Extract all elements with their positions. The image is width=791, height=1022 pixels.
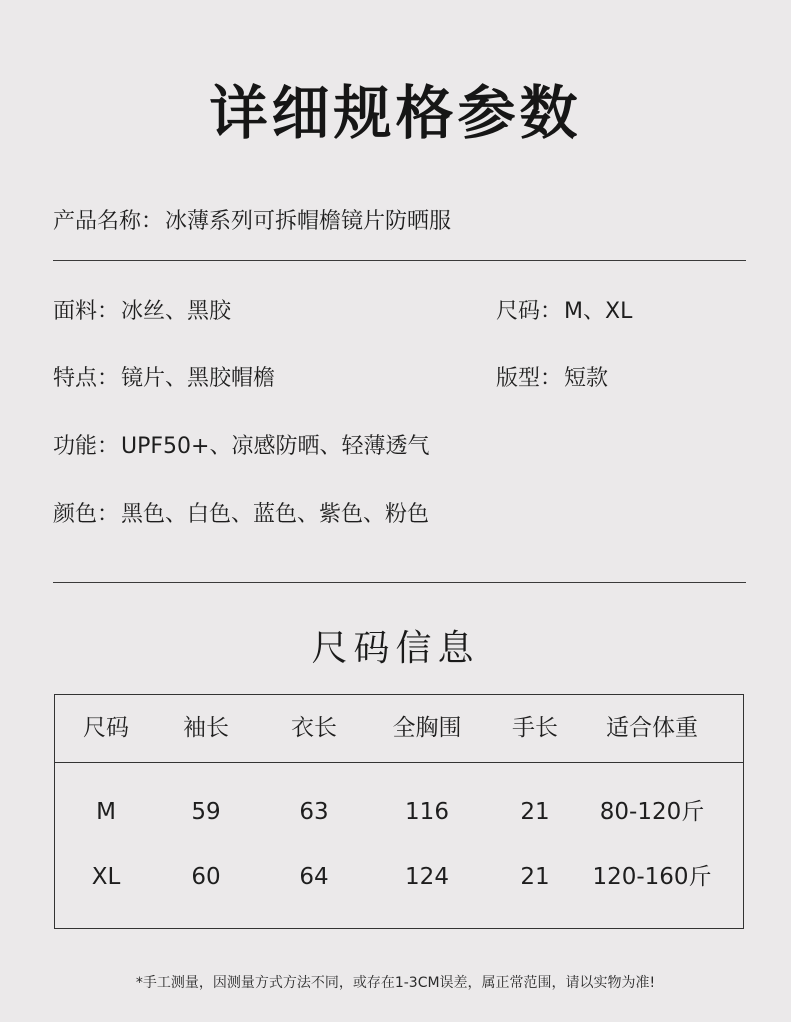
- header-sleeve-length: 袖长: [183, 715, 229, 741]
- spec-fit: [496, 364, 608, 394]
- cell-weight: 120-160斤: [592, 864, 712, 890]
- spec-feature-value: 镜片、黑胶帽檐: [121, 366, 276, 391]
- cell-chest: 116: [405, 799, 449, 825]
- spec-color-label: 颜色：: [53, 502, 120, 527]
- header-arm-length: 手长: [512, 715, 558, 741]
- spec-size-value: M、XL: [564, 299, 633, 324]
- spec-feature-label: 特点：: [53, 366, 120, 391]
- cell-body-length: 63: [299, 799, 329, 825]
- cell-body-length: 64: [299, 864, 329, 890]
- spec-function-label: 功能：: [53, 434, 120, 459]
- cell-sleeve-length: 59: [191, 799, 221, 825]
- cell-size: XL: [91, 864, 121, 890]
- header-body-length: 衣长: [291, 715, 337, 741]
- header-chest: 全胸围: [392, 715, 462, 741]
- spec-feature: [53, 364, 275, 394]
- cell-size: M: [96, 799, 116, 825]
- table-row: [55, 862, 743, 892]
- spec-function: [53, 432, 429, 462]
- page-title: 详细规格参数: [209, 79, 582, 147]
- cell-weight: 80-120斤: [599, 799, 705, 825]
- product-name-value: 冰薄系列可拆帽檐镜片防晒服: [165, 209, 452, 234]
- spec-size-label: 尺码：: [496, 299, 563, 324]
- product-name-label: 产品名称：: [53, 209, 164, 234]
- divider-bottom: [53, 582, 746, 583]
- spec-function-value: UPF50+、凉感防晒、轻薄透气: [121, 434, 430, 459]
- spec-fit-value: 短款: [564, 366, 609, 391]
- size-info-title: 尺码信息: [311, 628, 480, 669]
- table-row: [55, 797, 743, 827]
- product-name-row: [53, 207, 451, 237]
- size-table-header: [55, 695, 743, 763]
- spec-size: [496, 297, 632, 327]
- spec-fit-label: 版型：: [496, 366, 563, 391]
- spec-fabric-label: 面料：: [53, 299, 120, 324]
- cell-sleeve-length: 60: [191, 864, 221, 890]
- cell-arm-length: 21: [520, 864, 550, 890]
- measurement-footnote: *手工测量，因测量方式方法不同，或存在1-3CM误差，属正常范围，请以实物为准!: [135, 975, 656, 991]
- header-size: 尺码: [83, 715, 129, 741]
- size-table: [54, 694, 744, 929]
- spec-fabric-value: 冰丝、黑胶: [121, 299, 232, 324]
- header-weight: 适合体重: [606, 715, 698, 741]
- cell-chest: 124: [405, 864, 449, 890]
- spec-color-value: 黑色、白色、蓝色、紫色、粉色: [121, 502, 430, 527]
- cell-arm-length: 21: [520, 799, 550, 825]
- spec-color: [53, 500, 429, 530]
- spec-fabric: [53, 297, 231, 327]
- divider-top: [53, 260, 746, 261]
